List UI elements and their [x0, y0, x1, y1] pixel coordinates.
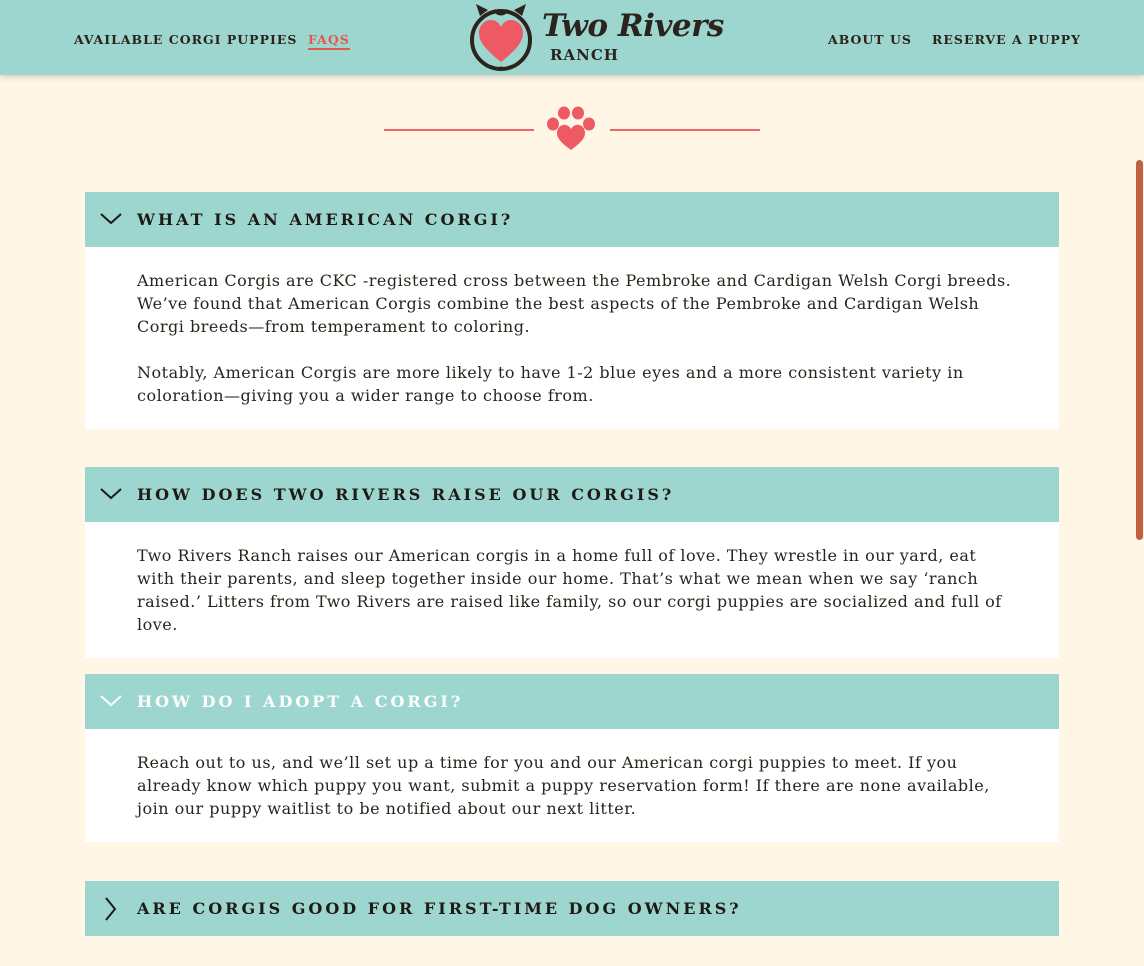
faq-answer-paragraph: Two Rivers Ranch raises our American corgis in a home full of love. They wrestle in our yard, eat with their parents, and sleep together inside our home. That’s what we mean when we say ‘ranch raised.’ Litters from Two Rivers are raised like family, so our corgi puppies are socialized and full of love. [137, 546, 1002, 634]
nav-link-available-puppies[interactable]: AVAILABLE CORGI PUPPIES [74, 32, 298, 47]
chevron-down-icon[interactable] [99, 482, 123, 506]
corgi-heart-icon [466, 2, 538, 74]
site-logo[interactable] [466, 2, 724, 74]
logo-title: Two Rivers [542, 8, 724, 44]
faq-answer-paragraph: American Corgis are CKC -registered cross between the Pembroke and Cardigan Welsh Corgi breeds. We’ve found that American Corgis combine the best aspects of the Pembroke and Cardigan Welsh Corgi breeds—from temperament to coloring. [137, 271, 1012, 336]
logo-subtitle: RANCH [550, 46, 619, 64]
faq-header[interactable] [85, 192, 1059, 247]
faq-answer [85, 247, 1059, 429]
chevron-down-icon[interactable] [99, 689, 123, 713]
faq-question: WHAT IS AN AMERICAN CORGI? [137, 210, 514, 229]
faq-item [85, 674, 1059, 842]
faq-question: HOW DOES TWO RIVERS RAISE OUR CORGIS? [137, 485, 675, 504]
divider-line-right [610, 129, 760, 131]
chevron-right-icon[interactable] [99, 896, 123, 922]
faq-question: HOW DO I ADOPT A CORGI? [137, 692, 464, 711]
divider-line-left [384, 129, 534, 131]
faq-answer-paragraph: Reach out to us, and we’ll set up a time for you and our American corgi puppies to meet. If you already know which puppy you want, submit a puppy reservation form! If there are none available, join our puppy waitlist to be notified about our next litter. [137, 753, 990, 818]
faq-answer [85, 522, 1059, 658]
faq-item [85, 881, 1059, 936]
nav-link-reserve-puppy[interactable]: RESERVE A PUPPY [932, 32, 1082, 47]
faq-header[interactable] [85, 467, 1059, 522]
site-header [0, 0, 1144, 75]
faq-item [85, 192, 1059, 429]
faq-answer [85, 729, 1059, 842]
nav-link-about-us[interactable]: ABOUT US [828, 32, 912, 47]
paw-icon [545, 106, 597, 152]
faq-question: ARE CORGIS GOOD FOR FIRST-TIME DOG OWNERS? [137, 899, 742, 918]
nav-link-faqs[interactable]: FAQS [308, 32, 350, 50]
faq-item [85, 467, 1059, 658]
faq-header[interactable] [85, 881, 1059, 936]
faq-header[interactable] [85, 674, 1059, 729]
scrollbar-thumb[interactable] [1136, 160, 1143, 540]
faq-answer-paragraph: Notably, American Corgis are more likely to have 1-2 blue eyes and a more consistent variety in coloration—giving you a wider range to choose from. [137, 363, 964, 405]
chevron-down-icon[interactable] [99, 207, 123, 231]
